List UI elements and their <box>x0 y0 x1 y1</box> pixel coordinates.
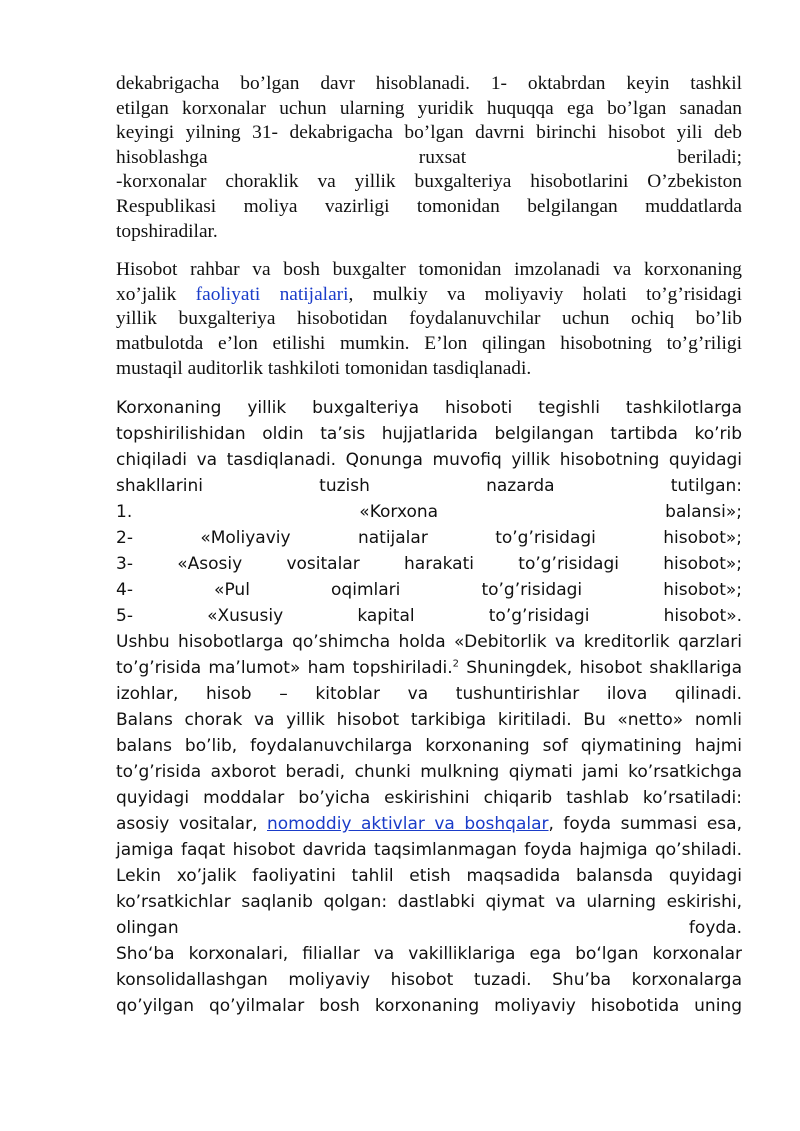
text-line: Respublikasi moliya vazirligi tomonidan belgilangan muddatlarda <box>116 195 742 217</box>
text-line: matbulotda e’lon etilishi mumkin. E’lon qilingan hisobotning to’g’riligi <box>116 332 742 354</box>
text-segment: to’g’risida ma’lumot» ham topshiriladi. <box>116 658 453 679</box>
text-line: yillik buxgalteriya hisobotidan foydalanuvchilar uchun ochiq bo’lib <box>116 308 742 330</box>
text-line: Lekin xo’jalik faoliyatini tahlil etish maqsadida balansda quyidagi <box>116 866 742 887</box>
text-segment: Shuningdek, hisobot shakllariga <box>459 658 742 679</box>
text-line: -korxonalar choraklik va yillik buxgalteriya hisobotlarini O’zbekiston <box>116 171 742 193</box>
text-line: olingan foyda. <box>116 918 742 939</box>
link-nomoddiy-aktivlar[interactable]: nomoddiy aktivlar va boshqalar <box>267 814 549 835</box>
list-item: 3- «Asosiy vositalar harakati to’g’risidagi hisobot»; <box>116 554 742 575</box>
text-line <box>116 811 742 837</box>
text-segment: , foyda summasi esa, <box>548 814 742 835</box>
text-line: Sho‘ba korxonalari, filiallar va vakilliklariga ega bo‘lgan korxonalar <box>116 944 742 965</box>
text-segment: , mulkiy va moliyaviy holati to’g’risidagi <box>348 283 742 305</box>
text-line: hisoblashga ruxsat beriladi; <box>116 146 742 168</box>
text-line: balans bo’lib, foydalanuvchilarga korxonaning sof qiymatining hajmi <box>116 736 742 757</box>
text-line: konsolidallashgan moliyaviy hisobot tuzadi. Shu’ba korxonalarga <box>116 970 742 991</box>
paragraph-reporting-period <box>116 72 742 244</box>
list-item: 4- «Pul oqimlari to’g’risidagi hisobot»; <box>116 580 742 601</box>
text-line: keyingi yilning 31- dekabrigacha bo’lgan davrni birinchi hisobot yili deb <box>116 122 742 144</box>
text-line: jamiga faqat hisobot davrida taqsimlanmagan foyda hajmiga qo’shiladi. <box>116 840 742 861</box>
text-segment: xo’jalik <box>116 283 196 305</box>
list-item: 2- «Moliyaviy natijalar to’g’risidagi hisobot»; <box>116 528 742 549</box>
list-item: 1. «Korxona balansi»; <box>116 502 742 523</box>
text-line: Ushbu hisobotlarga qo’shimcha holda «Debitorlik va kreditorlik qarzlari <box>116 632 742 653</box>
text-line: Balans chorak va yillik hisobot tarkibiga kiritiladi. Bu «netto» nomli <box>116 710 742 731</box>
text-line: dekabrigacha bo’lgan davr hisoblanadi. 1- oktabrdan keyin tashkil <box>116 73 742 94</box>
text-line: izohlar, hisob – kitoblar va tushuntirishlar ilova qilinadi. <box>116 684 742 705</box>
text-line: topshirilishidan oldin ta’sis hujjatlarida belgilangan tartibda ko’rib <box>116 424 742 445</box>
text-line: Korxonaning yillik buxgalteriya hisoboti tegishli tashkilotlarga <box>116 398 742 419</box>
text-line: to’g’risida axborot beradi, chunki mulkning qiymati jami ko’rsatkichga <box>116 762 742 783</box>
text-line: mustaqil auditorlik tashkiloti tomonidan tasdiqlanadi. <box>116 357 532 379</box>
text-line: etilgan korxonalar uchun ularning yuridik huquqqa ega bo’lgan sanadan <box>116 97 742 119</box>
text-line: qo’yilgan qo’yilmalar bosh korxonaning moliyaviy hisobotida uning <box>116 996 742 1017</box>
text-line <box>116 655 742 681</box>
text-line <box>116 283 742 308</box>
text-line: ko’rsatkichlar saqlanib qolgan: dastlabki qiymat va ularning eskirishi, <box>116 892 742 913</box>
list-item: 5- «Xususiy kapital to’g’risidagi hisobot». <box>116 606 742 627</box>
text-line: quyidagi moddalar bo’yicha eskirishini chiqarib tashlab ko’rsatiladi: <box>116 788 742 809</box>
paragraph-report-signing <box>116 258 742 381</box>
text-line: chiqiladi va tasdiqlanadi. Qonunga muvofiq yillik hisobotning quyidagi <box>116 450 742 471</box>
text-line: topshiradilar. <box>116 220 218 242</box>
document-page <box>116 72 742 1019</box>
text-line: shakllarini tuzish nazarda tutilgan: <box>116 476 742 497</box>
text-segment: asosiy vositalar, <box>116 814 267 835</box>
footnote-marker[interactable]: 2 <box>452 658 459 670</box>
paragraph-annual-report-forms <box>116 395 742 1019</box>
text-line: Hisobot rahbar va bosh buxgalter tomonidan imzolanadi va korxonaning <box>116 259 742 281</box>
link-faoliyati-natijalari[interactable]: faoliyati natijalari <box>195 283 349 305</box>
